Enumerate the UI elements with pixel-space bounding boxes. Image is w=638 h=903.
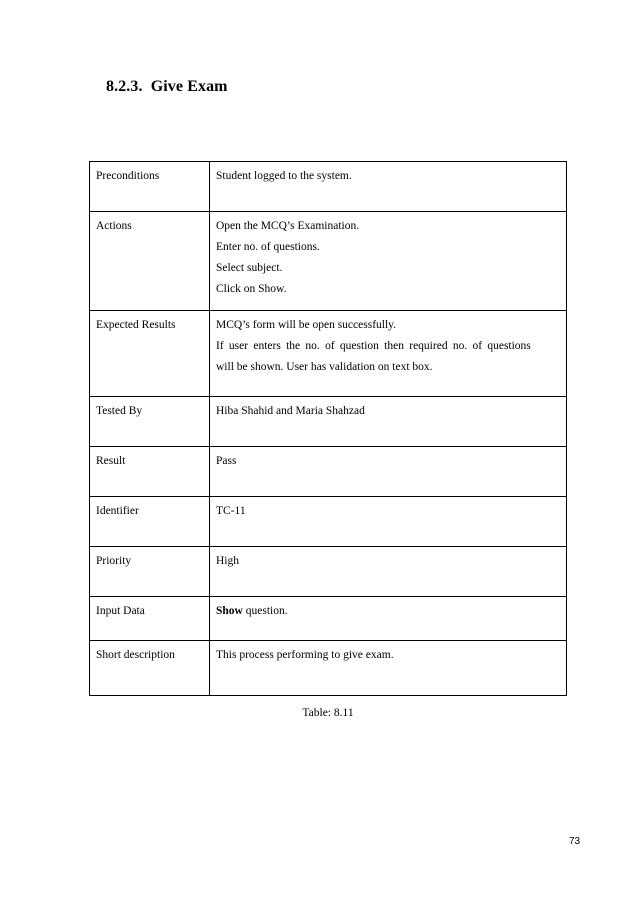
row-value-result: Pass <box>210 447 567 497</box>
row-label-preconditions: Preconditions <box>90 162 210 212</box>
action-line: Enter no. of questions. <box>216 241 320 253</box>
row-label-input-data: Input Data <box>90 597 210 641</box>
table-row <box>90 311 567 397</box>
page-number: 73 <box>569 836 581 847</box>
action-line: Click on Show. <box>216 283 287 295</box>
table-row <box>90 162 567 212</box>
test-case-table <box>89 161 567 696</box>
section-number: 8.2.3. <box>106 78 143 95</box>
row-label-tested-by: Tested By <box>90 397 210 447</box>
table-row <box>90 447 567 497</box>
action-line: Open the MCQ’s Examination. <box>216 220 360 232</box>
row-value-actions <box>210 212 567 311</box>
expected-line: will be shown. User has validation on text box. <box>216 361 433 373</box>
row-value-expected-results <box>210 311 567 397</box>
expected-line: If user enters the no. of question then required no. of questions <box>216 340 531 352</box>
row-label-result: Result <box>90 447 210 497</box>
table-row <box>90 397 567 447</box>
row-value-input-data <box>210 597 567 641</box>
expected-line: MCQ’s form will be open successfully. <box>216 319 397 331</box>
table-row <box>90 547 567 597</box>
row-value-preconditions: Student logged to the system. <box>210 162 567 212</box>
input-data-bold: Show <box>216 605 243 617</box>
row-value-identifier: TC-11 <box>210 497 567 547</box>
row-label-actions: Actions <box>90 212 210 311</box>
action-line: Select subject. <box>216 262 283 274</box>
section-title: Give Exam <box>150 78 228 95</box>
input-data-rest: question. <box>242 605 288 617</box>
row-label-short-description: Short description <box>90 641 210 696</box>
row-value-tested-by: Hiba Shahid and Maria Shahzad <box>210 397 567 447</box>
row-value-priority: High <box>210 547 567 597</box>
table-row <box>90 497 567 547</box>
table-row <box>90 212 567 311</box>
row-value-short-description: This process performing to give exam. <box>210 641 567 696</box>
section-heading <box>106 78 228 96</box>
table-caption: Table: 8.11 <box>302 707 354 719</box>
row-label-identifier: Identifier <box>90 497 210 547</box>
row-label-expected-results: Expected Results <box>90 311 210 397</box>
row-label-priority: Priority <box>90 547 210 597</box>
table-row <box>90 641 567 696</box>
table-row <box>90 597 567 641</box>
